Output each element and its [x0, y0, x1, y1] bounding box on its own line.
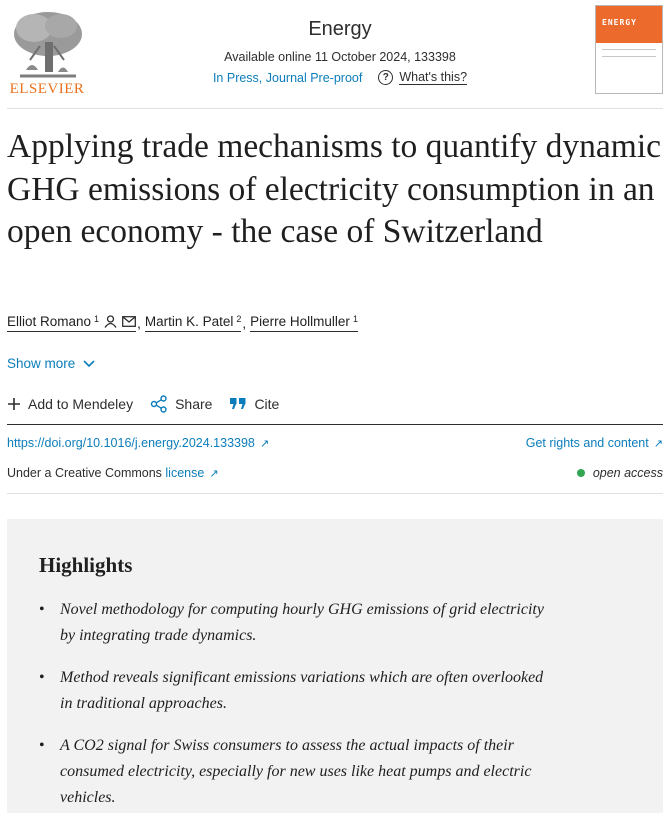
affiliation-marker: 2 [236, 313, 242, 324]
plus-icon [7, 397, 21, 411]
highlight-text: A CO2 signal for Swiss consumers to assess the actual impacts of their consumed electricity, especially for new uses like heat pumps and electric vehicles. [60, 737, 532, 806]
share-button[interactable] [150, 395, 212, 413]
cite-label: Cite [254, 396, 280, 412]
affiliation-marker: 1 [94, 313, 100, 324]
elsevier-wordmark: ELSEVIER [9, 81, 85, 97]
journal-header [0, 0, 671, 110]
highlight-text: Novel methodology for computing hourly GHG emissions of grid electricity by integrating trade dynamics. [60, 601, 544, 644]
author-name: Martin K. Patel [144, 314, 234, 329]
author-list [7, 314, 358, 332]
email-icon [122, 316, 136, 327]
header-divider [7, 108, 663, 109]
doi-text: https://doi.org/10.1016/j.energy.2024.133398 [7, 436, 255, 450]
author-name: Pierre Hollmuller [250, 314, 350, 329]
cover-rule [602, 49, 656, 50]
license-divider [7, 493, 663, 494]
share-label: Share [175, 396, 213, 412]
bullet-icon: • [39, 669, 45, 686]
highlights-title: Highlights [39, 553, 133, 577]
author-link[interactable] [250, 314, 358, 332]
journal-info [200, 18, 480, 85]
whats-this-button[interactable] [378, 70, 467, 85]
highlight-item [39, 733, 559, 811]
external-link-icon: ↗ [256, 438, 270, 450]
license-prefix: Under a Creative Commons [7, 466, 162, 480]
article-actions [7, 395, 296, 413]
highlight-text: Method reveals significant emissions variations which are often overlooked in traditional approaches. [60, 669, 544, 712]
rights-text: Get rights and content [525, 436, 649, 450]
author-name: Elliot Romano [7, 314, 92, 329]
author-link[interactable] [145, 314, 242, 332]
open-access-badge [577, 466, 663, 480]
author-separator: , [137, 315, 141, 331]
share-icon [150, 395, 168, 413]
whats-this-label: What's this? [399, 70, 468, 84]
author-link[interactable] [7, 314, 136, 332]
chevron-down-icon [83, 360, 95, 368]
license-row [7, 466, 663, 480]
bullet-icon: • [39, 601, 45, 618]
cover-journal-name: ENERGY [602, 18, 637, 27]
cite-button[interactable] [229, 396, 279, 412]
actions-divider [7, 424, 663, 425]
bullet-icon: • [39, 737, 45, 754]
highlights-list [39, 597, 631, 811]
add-to-mendeley-button[interactable] [7, 396, 133, 412]
show-more-button[interactable] [7, 356, 95, 371]
status-row [200, 70, 480, 85]
journal-cover-thumbnail[interactable] [595, 5, 663, 94]
external-link-icon: ↗ [650, 438, 663, 450]
article-title: Applying trade mechanisms to quantify dynamic GHG emissions of electricity consumption in an open economy - the case of Switzerland [7, 128, 662, 250]
external-link-icon: ↗ [206, 468, 219, 480]
open-access-dot-icon [577, 469, 585, 477]
journal-status-link[interactable]: In Press, Journal Pre-proof [212, 70, 363, 85]
quote-icon [229, 397, 247, 411]
journal-title[interactable]: Energy [308, 18, 372, 40]
highlights-section [7, 519, 663, 813]
elsevier-logo[interactable] [6, 6, 88, 97]
person-icon [104, 315, 117, 328]
add-to-mendeley-label: Add to Mendeley [28, 396, 134, 412]
affiliation-marker: 1 [352, 313, 358, 324]
open-access-label: open access [592, 466, 663, 480]
tree-icon [6, 6, 88, 80]
highlight-item [39, 665, 559, 717]
question-icon: ? [378, 70, 393, 85]
license-link-text: license [165, 466, 205, 480]
show-more-label: Show more [7, 356, 76, 371]
author-separator: , [242, 315, 247, 331]
cover-rule [602, 56, 656, 57]
license-link[interactable] [165, 466, 218, 480]
highlight-item [39, 597, 559, 649]
rights-link[interactable] [526, 436, 663, 450]
license-statement [7, 466, 219, 480]
cover-banner [596, 6, 662, 43]
availability-text: Available online 11 October 2024, 133398 [224, 50, 456, 64]
doi-link[interactable] [7, 436, 269, 450]
doi-row [7, 436, 663, 450]
